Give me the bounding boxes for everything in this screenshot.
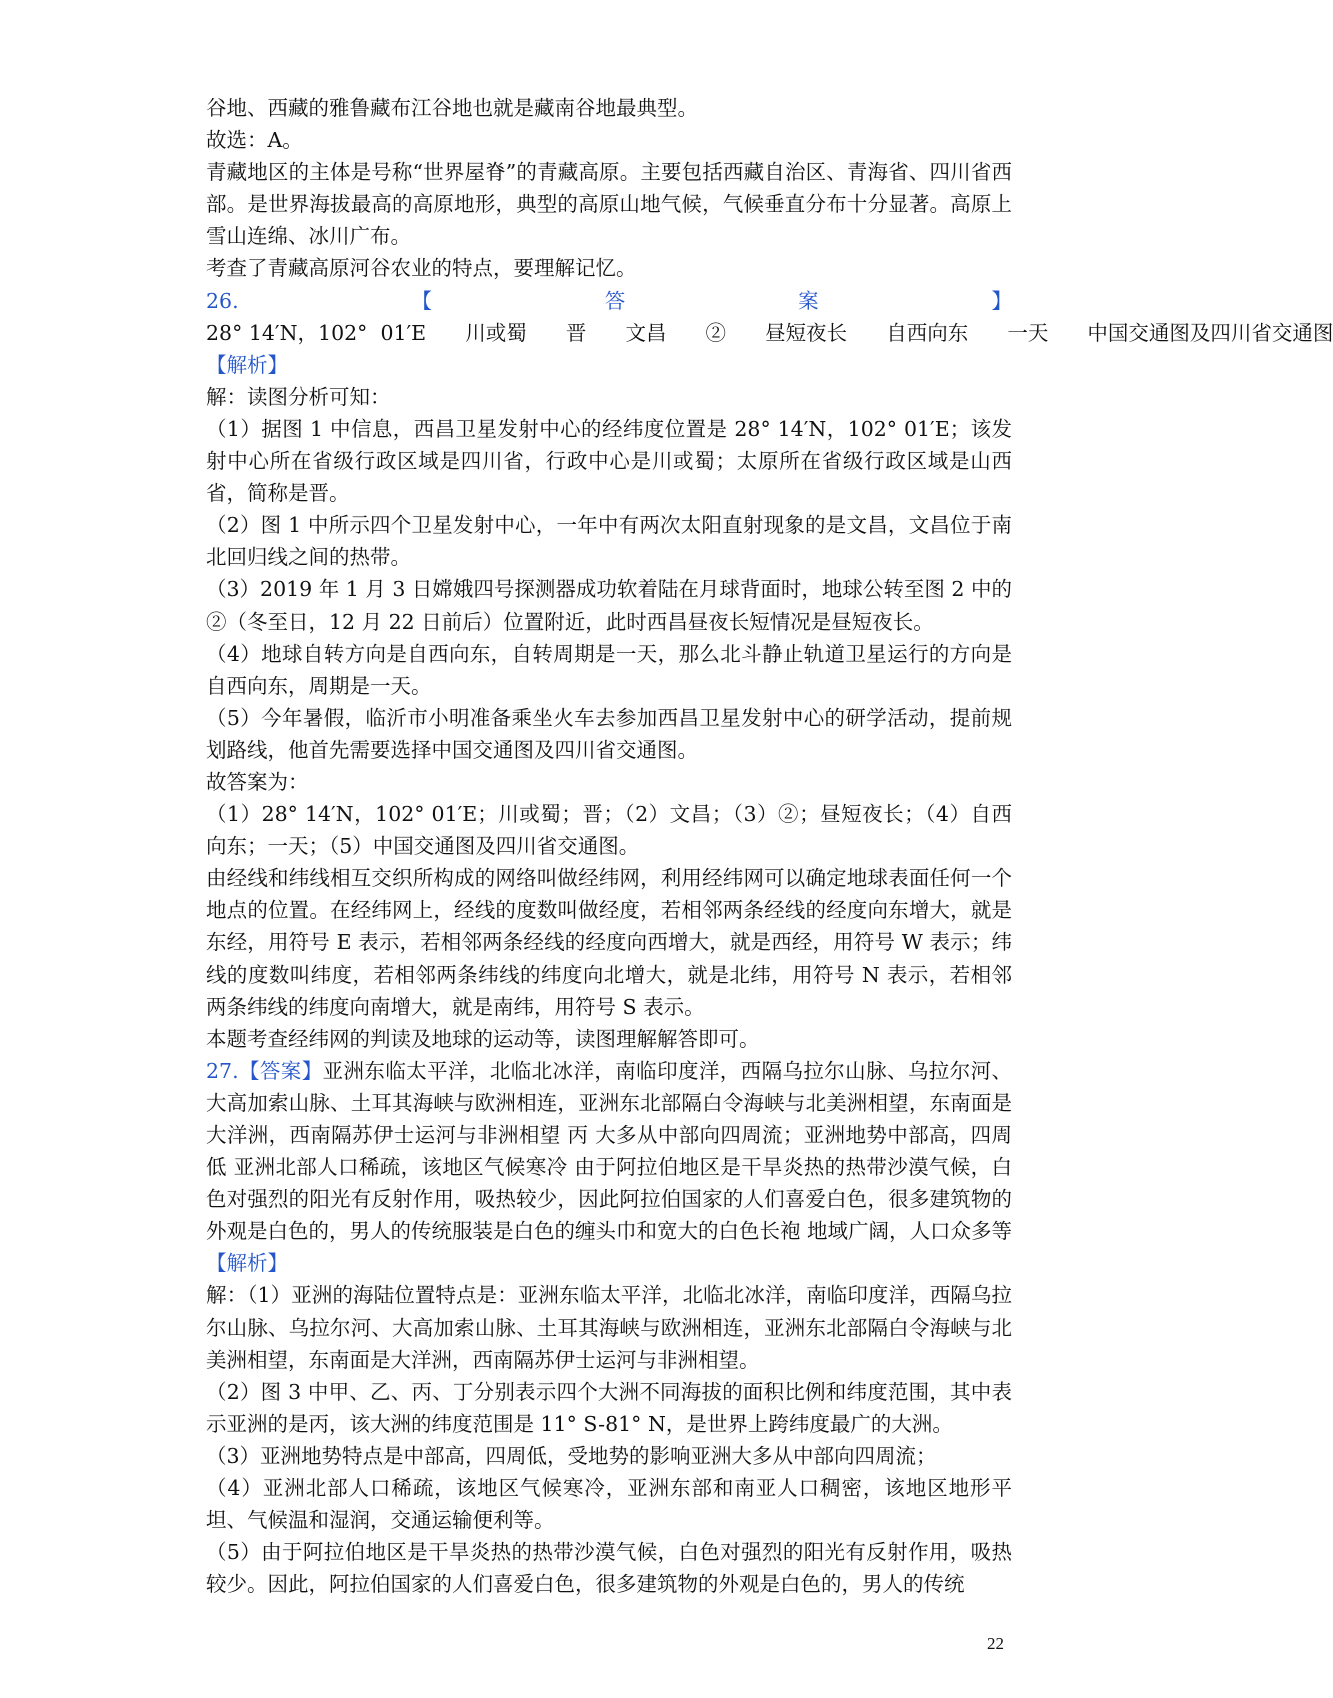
paragraph: 故选：A。 xyxy=(206,128,303,153)
analysis-heading xyxy=(206,1247,1012,1279)
analysis-tag: 【解析】 xyxy=(206,1251,288,1276)
document-body xyxy=(206,92,1333,1600)
paragraph: （4）亚洲北部人口稀疏，该地区气候寒冷，亚洲东部和南亚人口稠密，该地区地形平坦、气候温和湿润，交通运输便利等。 xyxy=(206,1476,1012,1533)
paragraph: （1）据图 1 中信息，西昌卫星发射中心的经纬度位置是 28° 14′N，102° 01′E；该发射中心所在省级行政区域是四川省，行政中心是川或蜀；太原所在省级行政区域是山西省，简称是晋。 xyxy=(206,416,1012,506)
paragraph: 青藏地区的主体是号称“世界屋脊”的青藏高原。主要包括西藏自治区、青海省、四川省西部。是世界海拔最高的高原地形，典型的高原山地气候，气候垂直分布十分显著。高原上雪山连绵、冰川广布。 xyxy=(206,160,1012,249)
paragraph: 本题考查经纬网的判读及地球的运动等，读图理解解答即可。 xyxy=(206,1026,760,1051)
paragraph: 谷地、西藏的雅鲁藏布江谷地也就是藏南谷地最典型。 xyxy=(206,96,698,120)
answer-text: 28° 14′N，102° 01′E 川或蜀 晋 文昌 ② 昼短夜长 自西向东 一天 中国交通图及四川省交通图 xyxy=(206,320,1333,345)
paragraph: （4）地球自转方向是自西向东，自转周期是一天，那么北斗静止轨道卫星运行的方向是自西向东，周期是一天。 xyxy=(206,641,1012,698)
paragraph: 解：读图分析可知： xyxy=(206,384,391,409)
paragraph: 考查了青藏高原河谷农业的特点，要理解记忆。 xyxy=(206,256,637,281)
paragraph: （3）亚洲地势特点是中部高，四周低，受地势的影响亚洲大多从中部向四周流； xyxy=(206,1443,937,1468)
paragraph: （2）图 1 中所示四个卫星发射中心，一年中有两次太阳直射现象的是文昌，文昌位于南北回归线之间的热带。 xyxy=(206,513,1012,570)
paragraph: （3）2019 年 1 月 3 日嫦娥四号探测器成功软着陆在月球背面时，地球公转至图 2 中的②（冬至日，12 月 22 日前后）位置附近，此时西昌昼夜长短情况是昼短夜长。 xyxy=(206,577,1012,634)
paragraph: （2）图 3 中甲、乙、丙、丁分别表示四个大洲不同海拔的面积比例和纬度范围，其中表示亚洲的是丙，该大洲的纬度范围是 11° S-81° N，是世界上跨纬度最广的大洲。 xyxy=(206,1379,1012,1436)
analysis-heading xyxy=(206,349,1012,381)
answer-tag: 26.【答案】 xyxy=(206,288,1012,313)
answer-text: 亚洲东临太平洋，北临北冰洋，南临印度洋，西隔乌拉尔山脉、乌拉尔河、大高加索山脉、土耳其海峡与欧洲相连，亚洲东北部隔白令海峡与北美洲相望，东南面是大洋洲，西南隔苏伊士运河与非洲相望 丙 大多从中部向四周流；亚洲地势中部高，四周低 亚洲北部人口稀疏，该地区气候寒冷 由于阿拉伯地区是干旱炎热的热带沙漠气候，白色对强烈的阳光有反射作用，吸热较少，因此阿拉伯国家的人们喜爱白色，很多建筑物的外观是白色的，男人的传统服装是白色的缠头巾和宽大的白色长袍 地域广阔，人口众多等 xyxy=(206,1058,1013,1244)
paragraph: 故答案为： xyxy=(206,769,309,794)
paragraph: 由经线和纬线相互交织所构成的网络叫做经纬网，利用经纬网可以确定地球表面任何一个地点的位置。在经纬网上，经线的度数叫做经度，若相邻两条经线的经度向东增大，就是东经，用符号 E 表示，若相邻两条经线的经度向西增大，就是西经，用符号 W 表示；纬线的度数叫纬度，若相邻两条纬线的纬度向北增大，就是北纬，用符号 N 表示，若相邻两条纬线的纬度向南增大，就是南纬，用符号 S 表示。 xyxy=(206,866,1012,1019)
answer-tag: 27.【答案】 xyxy=(206,1058,323,1083)
analysis-tag: 【解析】 xyxy=(206,352,288,377)
paragraph: 解：（1）亚洲的海陆位置特点是：亚洲东临太平洋，北临北冰洋，南临印度洋，西隔乌拉尔山脉、乌拉尔河、大高加索山脉、土耳其海峡与欧洲相连，亚洲东北部隔白令海峡与北美洲相望，东南面是大洋洲，西南隔苏伊士运河与非洲相望。 xyxy=(206,1283,1012,1372)
paragraph: （1）28° 14′N，102° 01′E；川或蜀；晋；（2）文昌；（3）②；昼短夜长；（4）自西向东；一天；（5）中国交通图及四川省交通图。 xyxy=(206,802,1012,859)
answer-paragraph xyxy=(206,285,1333,349)
answer-paragraph xyxy=(206,1055,1012,1248)
page-number: 22 xyxy=(987,1634,1004,1653)
paragraph: （5）由于阿拉伯地区是干旱炎热的热带沙漠气候，白色对强烈的阳光有反射作用，吸热较少。因此，阿拉伯国家的人们喜爱白色，很多建筑物的外观是白色的，男人的传统 xyxy=(206,1540,1012,1597)
paragraph: （5）今年暑假，临沂市小明准备乘坐火车去参加西昌卫星发射中心的研学活动，提前规划路线，他首先需要选择中国交通图及四川省交通图。 xyxy=(206,705,1012,762)
